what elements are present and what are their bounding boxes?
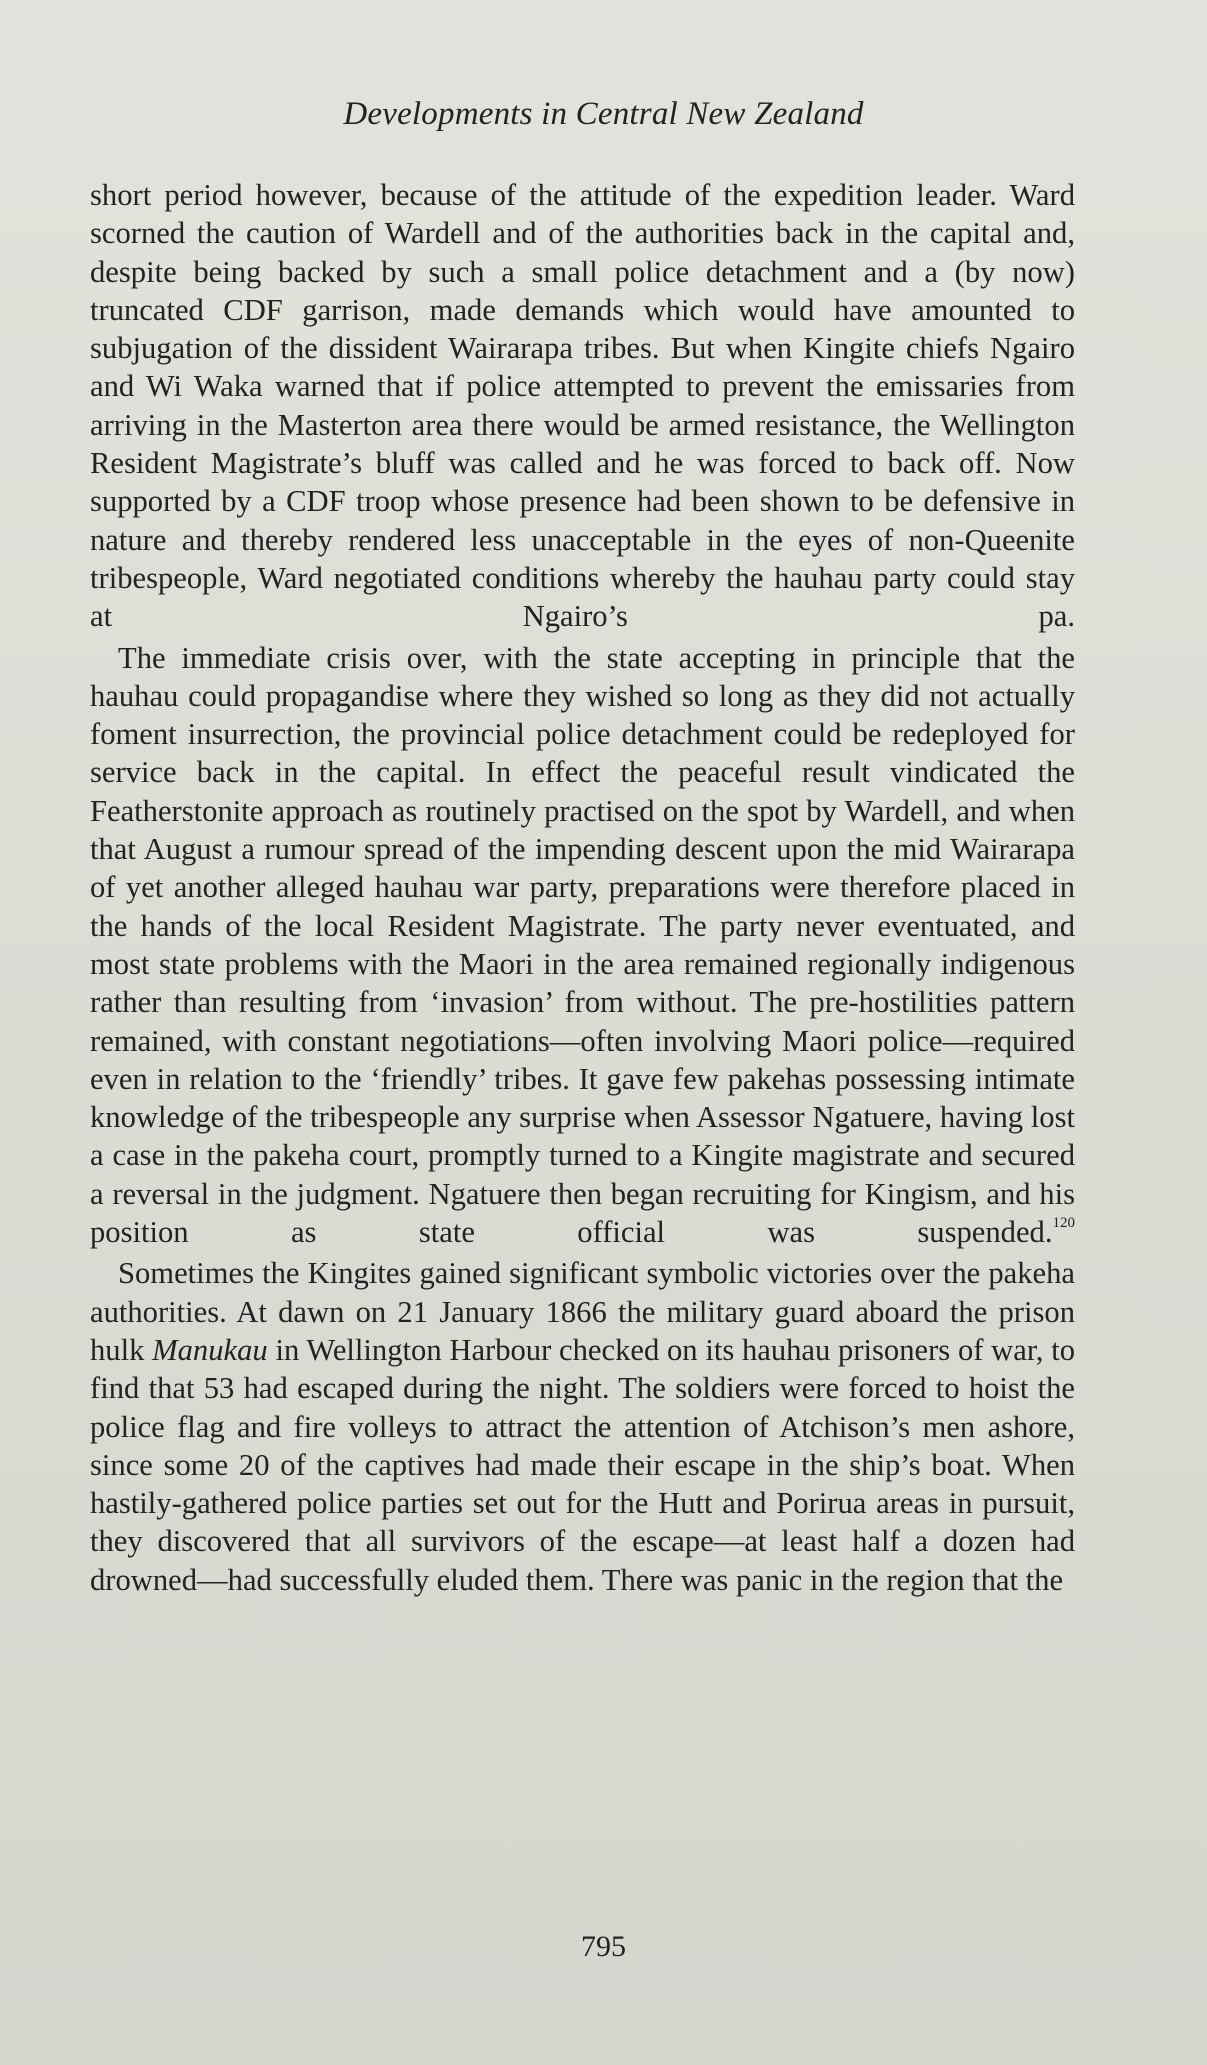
body-text bbox=[90, 176, 1075, 1599]
running-head: Developments in Central New Zealand bbox=[343, 96, 864, 132]
footnote-ref: 120 bbox=[1052, 1215, 1075, 1232]
paragraph-1 bbox=[90, 176, 1075, 636]
paragraph-3 bbox=[90, 1254, 1075, 1599]
paragraph-1-text: short period however, because of the attitude of the expedition leader. Ward scorned the caution of Wardell and of the authorities back in the capital and, despite being backed by such a small police detachment and a (by now) truncated CDF garrison, made demands which would have amounted to subjugation of the dissident Wairarapa tribes. But when Kingite chiefs Ngairo and Wi Waka warned that if police attempted to prevent the emissaries from arriving in the Masterton area there would be armed resistance, the Wellington Resident Magistrate’s bluff was called and he was forced to back off. Now supported by a CDF troop whose presence had been shown to be defensive in nature and thereby rendered less unacceptable in the eyes of non-Queenite tribespeople, Ward negotiated conditions whereby the hauhau party could stay at Ngairo’s pa. bbox=[90, 178, 1075, 634]
paragraph-3-text-after: in Wellington Harbour checked on its hauhau prisoners of war, to find that 53 had escaped during the night. The soldiers were forced to hoist the police flag and fire volleys to attract the attention of Atchison’s men ashore, since some 20 of the captives had made their escape in the ship’s boat. When hastily-gathered police parties set out for the Hutt and Porirua areas in pursuit, they discovered that all survivors of the escape—at least half a dozen had drowned—had successfully eluded them. There was panic in the region that the bbox=[90, 1332, 1075, 1597]
paragraph-2-text: The immediate crisis over, with the state accepting in principle that the hauhau could propagandise where they wished so long as they did not actually foment insurrection, the provincial police detachment could be redeployed for service back in the capital. In effect the peaceful result vindicated the Featherstonite approach as routinely practised on the spot by Wardell, and when that August a rumour spread of the impending descent upon the mid Wairarapa of yet another alleged hauhau war party, preparations were therefore placed in the hands of the local Resident Magistrate. The party never eventuated, and most state problems with the Maori in the area remained regionally indigenous rather than resulting from ‘invasion’ from without. The pre-hostilities pattern remained, with constant negotiations—often involving Maori police—required even in relation to the ‘friendly’ tribes. It gave few pakehas possessing intimate knowledge of the tribespeople any surprise when Assessor Ngatuere, having lost a case in the pakeha court, promptly turned to a Kingite magistrate and secured a reversal in the judgment. Ngatuere then began recruiting for Kingism, and his position as state official was suspended. bbox=[90, 640, 1075, 1250]
paragraph-3-text-before: Sometimes the Kingites gained significant symbolic victories over the pakeha authorities. At dawn on 21 January 1866 the military guard aboard the prison hulk bbox=[90, 1256, 1075, 1367]
page-number: 795 bbox=[581, 1930, 626, 1963]
paragraph-2 bbox=[90, 639, 1075, 1252]
ship-name: Manukau bbox=[152, 1332, 268, 1367]
